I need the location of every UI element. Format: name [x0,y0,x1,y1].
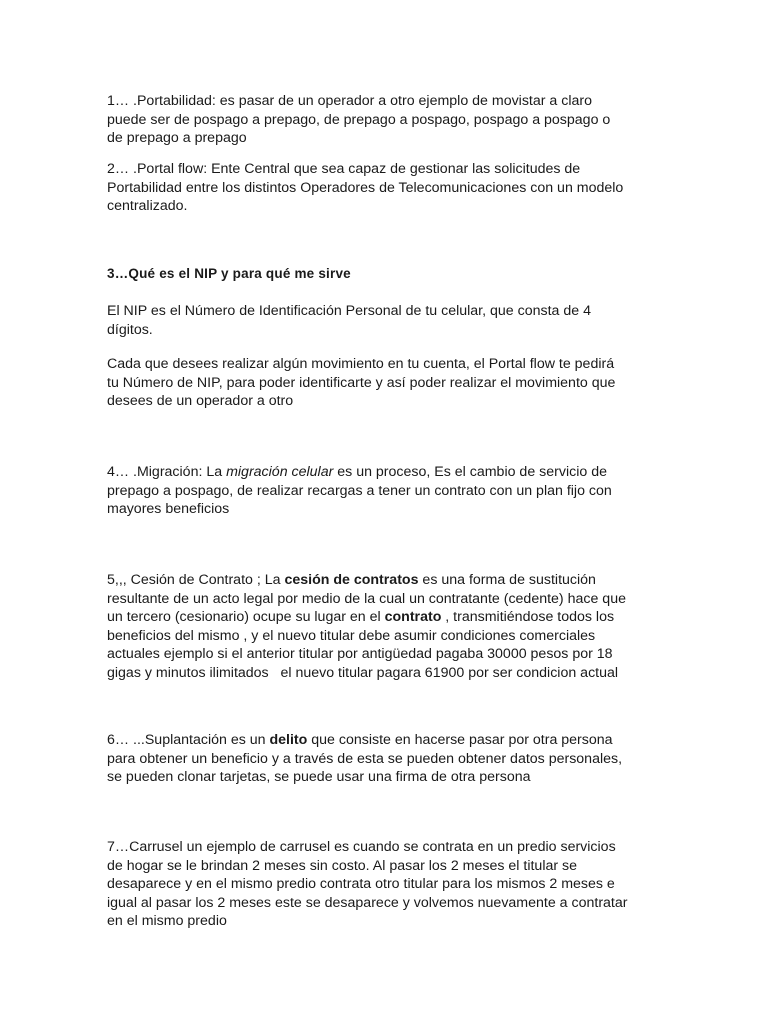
text-line: gigas y minutos ilimitados el nuevo titular pagara 61900 por ser condicion actual [107,664,619,681]
text-line: beneficios del mismo , y el nuevo titular debe asumir condiciones comerciales [107,627,596,644]
text-line: actuales ejemplo si el anterior titular por antigüedad pagaba 30000 pesos por 18 [107,646,613,663]
text-line [107,731,667,750]
text-line: de hogar se le brindan 2 meses sin costo. Al pasar los 2 meses el titular se [107,857,578,874]
text-line: El NIP es el Número de Identificación Personal de tu celular, que consta de 4 [107,303,591,319]
text-line: 7…Carrusel un ejemplo de carrusel es cuando se contrata en un predio servicios [107,839,616,855]
text-line [107,571,667,590]
text-line: dígitos. [107,321,153,338]
text-line: mayores beneficios [107,501,230,518]
paragraph-portal-flow [107,160,667,216]
text-line: puede ser de pospago a prepago, de prepago a pospago, pospago a pospago o [107,111,611,128]
text-run: un tercero (cesionario) ocupe su lugar en el [107,609,385,626]
paragraph-suplantacion [107,731,667,787]
text-run: es una forma de sustitución [418,572,596,588]
text-line: Portabilidad entre los distintos Operadores de Telecomunicaciones con un modelo [107,179,624,196]
text-line: centralizado. [107,198,188,215]
bold-term: delito [269,732,308,748]
heading-text: 3…Qué es el NIP y para qué me sirve [107,266,351,281]
paragraph-nip-definition [107,302,667,339]
bold-term: contrato [384,609,442,626]
text-line: tu Número de NIP, para poder identificarte y así poder realizar el movimiento que [107,374,616,391]
text-line: resultante de un acto legal por medio de la cual un contratante (cedente) hace que [107,590,626,607]
italic-term: migración celular [226,464,334,480]
paragraph-carrusel [107,838,667,931]
text-line: desaparece y en el mismo predio contrata otro titular para los mismos 2 meses e [107,876,615,893]
text-line: en el mismo predio [107,913,227,930]
paragraph-nip-usage [107,355,667,411]
text-line: 1… .Portabilidad: es pasar de un operador a otro ejemplo de movistar a claro [107,93,593,109]
heading-nip [107,265,667,284]
text-line: Cada que desees realizar algún movimiento en tu cuenta, el Portal flow te pedirá [107,356,615,372]
text-line [107,463,667,482]
text-run: es un proceso, Es el cambio de servicio de [333,464,607,480]
text-line: igual al pasar los 2 meses este se desaparece y volvemos nuevamente a contratar [107,894,628,911]
text-line [107,608,667,627]
text-run: , transmitiéndose todos los [441,609,615,626]
paragraph-cesion-contrato [107,571,667,683]
text-run: que consiste en hacerse pasar por otra persona [307,732,613,748]
text-line: para obtener un beneficio y a través de esta se pueden obtener datos personales, [107,750,623,767]
text-line: prepago a pospago, de realizar recargas a tener un contrato con un plan fijo con [107,482,612,499]
text-line: desees de un operador a otro [107,393,294,410]
paragraph-portabilidad [107,92,667,148]
text-run: 5,,, Cesión de Contrato ; La [107,572,285,588]
paragraph-migracion [107,463,667,519]
bold-term: cesión de contratos [284,572,419,588]
text-run: 4… .Migración: La [107,464,227,480]
text-line: se pueden clonar tarjetas, se puede usar una firma de otra persona [107,769,531,786]
text-run: 6… ...Suplantación es un [107,732,270,748]
text-line: de prepago a prepago [107,130,247,147]
text-line: 2… .Portal flow: Ente Central que sea capaz de gestionar las solicitudes de [107,161,581,177]
